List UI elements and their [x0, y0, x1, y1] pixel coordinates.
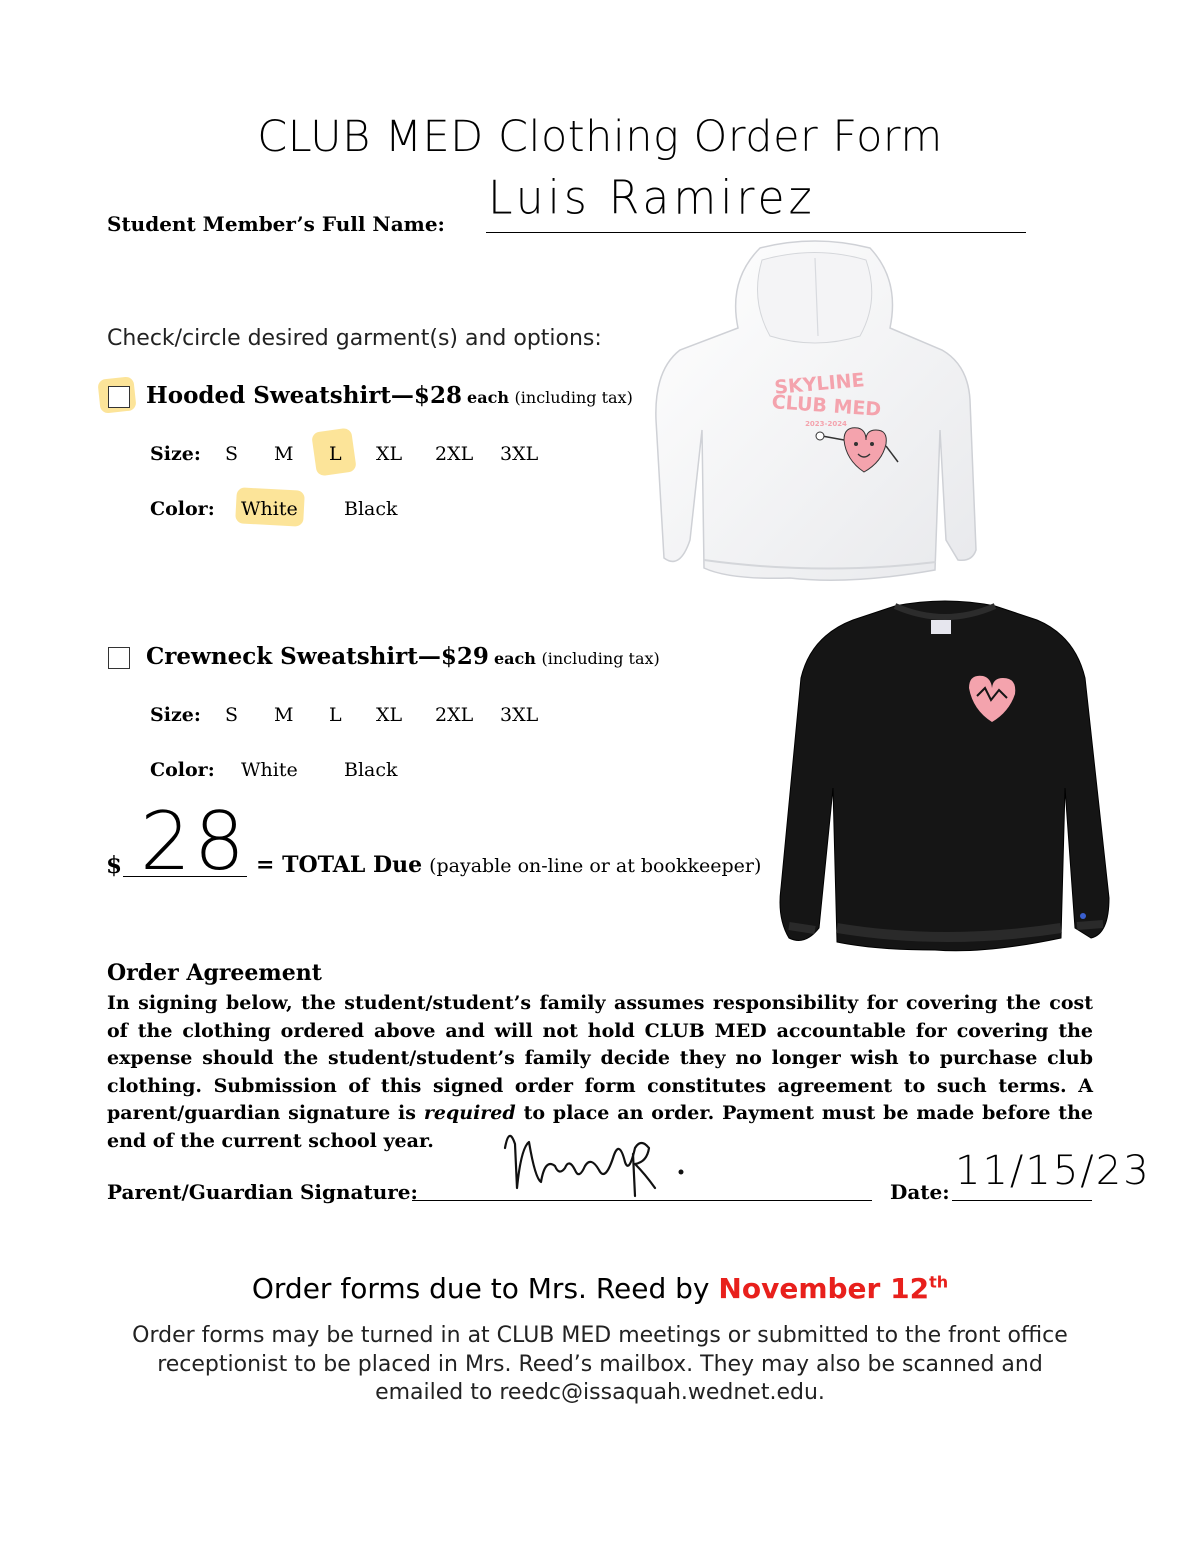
crewneck-color-white[interactable]: White — [241, 759, 298, 781]
hoodie-title: Hooded Sweatshirt—$28 — [146, 382, 462, 409]
due-notice — [0, 1272, 1200, 1305]
hoodie-print-line3: 2023-2024 — [805, 420, 847, 428]
parent-signature[interactable] — [495, 1118, 695, 1200]
hoodie-checkbox[interactable] — [108, 386, 130, 408]
total-amount-field[interactable]: 28 — [140, 795, 248, 888]
hoodie-size-label: Size: — [150, 443, 201, 465]
signature-line — [412, 1200, 872, 1201]
hoodie-size-s[interactable]: S — [225, 443, 239, 465]
form-title: CLUB MED Clothing Order Form — [257, 112, 943, 162]
hoodie-each: each — [467, 388, 509, 407]
crewneck-size-s[interactable]: S — [225, 704, 239, 726]
due-prefix: Order forms due to Mrs. Reed by — [251, 1272, 710, 1305]
agreement-title: Order Agreement — [107, 960, 322, 986]
hoodie-size-3xl[interactable]: 3XL — [500, 443, 539, 465]
hoodie-print-line1: SKYLINE — [773, 369, 866, 399]
hoodie-tax-note: (including tax) — [514, 388, 633, 407]
hoodie-size-l[interactable]: L — [329, 443, 342, 465]
crewneck-title: Crewneck Sweatshirt—$29 — [146, 643, 489, 670]
crewneck-color-black[interactable]: Black — [344, 759, 398, 781]
date-label: Date: — [890, 1180, 950, 1204]
agreement-text-3: required — [423, 1102, 516, 1124]
total-label — [256, 852, 761, 878]
agreement-text-5: Payment must be made before the end of the current school year. — [107, 1102, 1093, 1152]
total-due-label: = TOTAL Due — [256, 852, 423, 878]
hoodie-title-row — [146, 382, 633, 409]
student-name-field[interactable]: Luis Ramirez — [488, 171, 816, 226]
hoodie-size-2xl[interactable]: 2XL — [435, 443, 474, 465]
crewneck-title-row — [146, 643, 660, 670]
crewneck-size-3xl[interactable]: 3XL — [500, 704, 539, 726]
date-field[interactable]: 11/15/23 — [955, 1148, 1151, 1194]
white-hoodie-image — [650, 240, 980, 590]
agreement-text-2: A parent/guardian signature is — [107, 1074, 1093, 1124]
submission-instructions: Order forms may be turned in at CLUB MED meetings or submitted to the front office receptionist to be placed in Mrs. Reed’s mailbox. They may also be scanned and emailed to reedc@issaquah.wednet.edu. — [132, 1323, 1068, 1405]
total-payment-note: (payable on-line or at bookkeeper) — [429, 855, 762, 877]
instructions-text: Check/circle desired garment(s) and options: — [107, 326, 602, 351]
crewneck-size-label: Size: — [150, 704, 201, 726]
crewneck-color-label: Color: — [150, 759, 215, 781]
hoodie-color-white[interactable]: White — [241, 498, 298, 520]
student-name-label: Student Member’s Full Name: — [107, 212, 445, 236]
crewneck-size-2xl[interactable]: 2XL — [435, 704, 474, 726]
crewneck-each: each — [493, 649, 536, 668]
student-name-line — [486, 232, 1026, 233]
hoodie-color-label: Color: — [150, 498, 215, 520]
crewneck-size-xl[interactable]: XL — [376, 704, 403, 726]
signature-label: Parent/Guardian Signature: — [107, 1180, 418, 1204]
crewneck-tax-note: (including tax) — [541, 649, 660, 668]
due-date-suffix: th — [929, 1272, 949, 1292]
due-date: November 12th — [718, 1272, 949, 1305]
agreement-text-4: to place an order. — [523, 1102, 715, 1124]
black-crewneck-image — [775, 598, 1115, 963]
hoodie-size-m[interactable]: M — [274, 443, 294, 465]
hoodie-size-xl[interactable]: XL — [376, 443, 403, 465]
total-currency: $ — [106, 852, 123, 879]
hoodie-color-black[interactable]: Black — [344, 498, 398, 520]
date-line — [952, 1200, 1092, 1201]
crewneck-checkbox[interactable] — [108, 647, 130, 669]
crewneck-size-l[interactable]: L — [329, 704, 342, 726]
crewneck-size-m[interactable]: M — [274, 704, 294, 726]
agreement-text-1: In signing below, the student/student’s family assumes responsibility for covering the cost of the clothing ordered above and will not hold CLUB MED accountable for covering the expense should the student/student’s family decide they no longer wish to purchase club clothing. Submission of this signed order form constitutes agreement to such terms. — [107, 992, 1093, 1097]
hoodie-print-line2: CLUB MED — [771, 391, 882, 421]
